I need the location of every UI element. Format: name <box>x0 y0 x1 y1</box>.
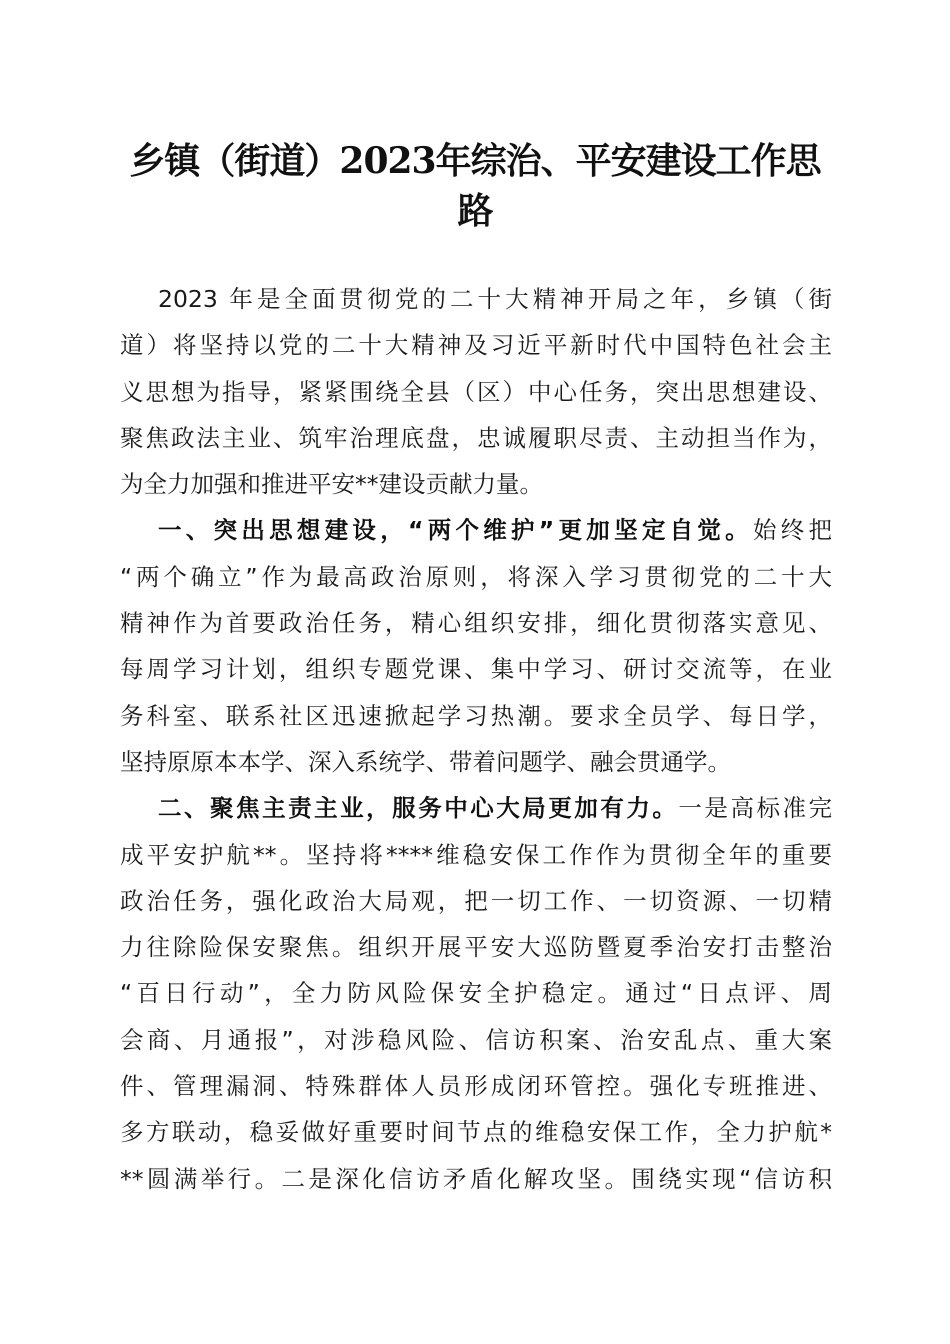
section-heading: 二、聚焦主责主业，服务中心大局更加有力。 <box>158 794 679 823</box>
paragraph-section-2 <box>120 785 832 1202</box>
text-line: 成平安护航**。坚持将****维稳安保工作作为贯彻全年的重要 <box>120 840 832 869</box>
section-heading: 一、突出思想建设，“两个维护”更加坚定自觉。 <box>158 516 753 545</box>
text-line: 聚焦政法主业、筑牢治理底盘，忠诚履职尽责、主动担当作为， <box>120 423 832 452</box>
text-line: 义思想为指导，紧紧围绕全县（区）中心任务，突出思想建设、 <box>120 377 832 406</box>
text-line: 2023 年是全面贯彻党的二十大精神开局之年，乡镇（街 <box>158 285 832 313</box>
text-run: 始终把 <box>752 516 833 545</box>
document-title <box>100 136 850 236</box>
text-line: 为全力加强和推进平安**建设贡献力量。 <box>120 470 543 499</box>
text-line: “百日行动”，全力防风险保安全护稳定。通过“日点评、周 <box>120 979 832 1008</box>
text-run: 一是高标准完 <box>678 794 833 823</box>
text-line: 务科室、联系社区迅速掀起学习热潮。要求全员学、每日学， <box>120 701 832 730</box>
paragraph-section-1 <box>120 507 832 785</box>
paragraph-intro <box>120 276 832 507</box>
text-line: 力往除险保安聚焦。组织开展平安大巡防暨夏季治安打击整治 <box>120 933 832 962</box>
text-line: 多方联动，稳妥做好重要时间节点的维稳安保工作，全力护航* <box>120 1118 832 1147</box>
document-body <box>120 276 832 1202</box>
text-line: 件、管理漏洞、特殊群体人员形成闭环管控。强化专班推进、 <box>120 1072 832 1101</box>
text-line: 政治任务，强化政治大局观，把一切工作、一切资源、一切精 <box>120 886 832 915</box>
text-line: 道）将坚持以党的二十大精神及习近平新时代中国特色社会主 <box>120 331 832 360</box>
text-line: “两个确立”作为最高政治原则，将深入学习贯彻党的二十大 <box>120 562 832 591</box>
title-line-1: 乡镇（街道）2023年综治、平安建设工作思 <box>129 140 821 182</box>
text-line: 坚持原原本本学、深入系统学、带着问题学、融会贯通学。 <box>120 747 731 776</box>
text-line <box>120 785 832 831</box>
text-line <box>120 507 832 553</box>
text-line: 会商、月通报”，对涉稳风险、信访积案、治安乱点、重大案 <box>120 1025 832 1054</box>
text-line: 每周学习计划，组织专题党课、集中学习、研讨交流等，在业 <box>120 655 832 684</box>
title-line-2: 路 <box>457 190 493 232</box>
text-line: 精神作为首要政治任务，精心组织安排，细化贯彻落实意见、 <box>120 609 832 638</box>
text-line: **圆满举行。二是深化信访矛盾化解攻坚。围绕实现“信访积 <box>120 1164 832 1193</box>
